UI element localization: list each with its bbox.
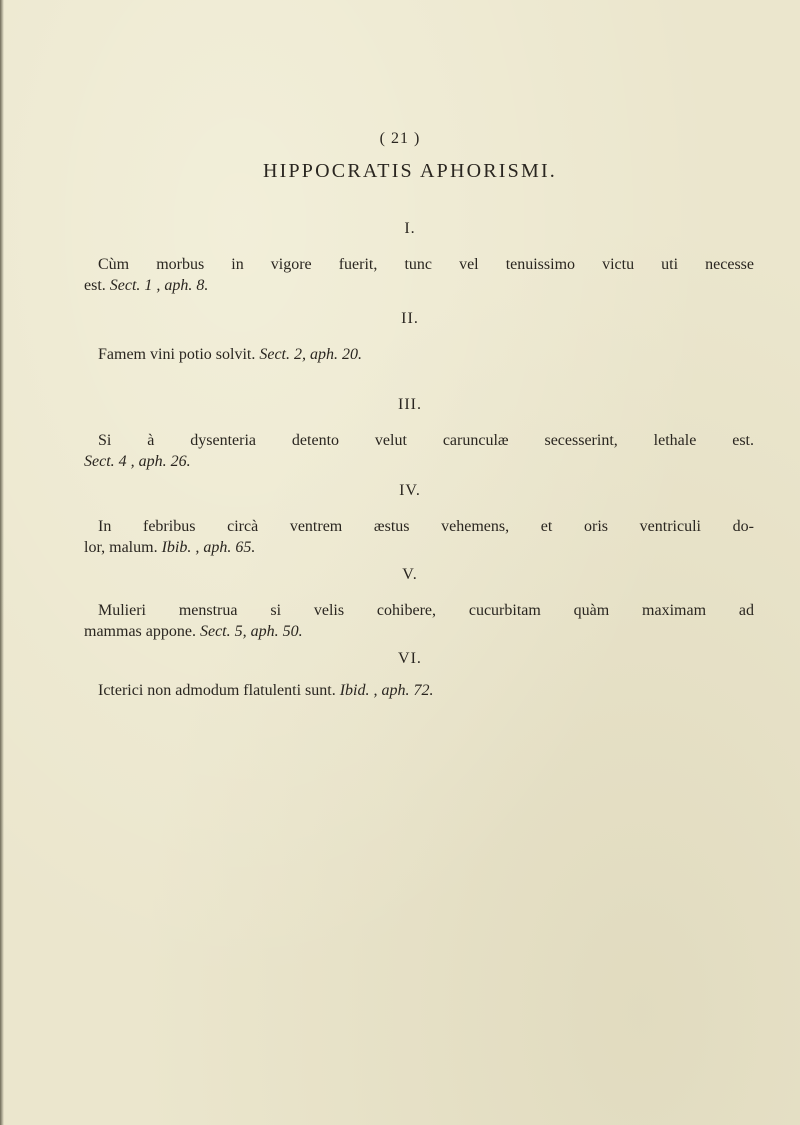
aphorism-numeral: I. [404,220,416,237]
aphorism-reference: Sect. 1 , aph. 8. [109,277,209,294]
aphorism-line: In febribus circà ventrem æstus vehemens, et oris ventriculi do- [98,518,754,535]
aphorism-reference: Ibid. , aph. 72. [339,682,434,699]
aphorism-reference: Sect. 5, aph. 50. [199,623,303,640]
aphorism-text-fragment: Icterici non admodum flatulenti sunt. [98,682,336,699]
aphorism-numeral: IV. [399,482,421,499]
aphorism-text [84,516,754,558]
aphorism-text [84,430,754,472]
page-number: ( 21 ) [379,130,421,147]
aphorism-text-fragment: Famem vini potio solvit. [98,346,256,363]
aphorism-text [84,600,754,642]
aphorism-numeral: VI. [398,650,422,667]
aphorism-reference: Sect. 2, aph. 20. [259,346,362,363]
aphorism-text [84,344,754,365]
aphorism-text-fragment: lor, malum. [84,539,158,556]
aphorism-line [84,621,754,642]
aphorism-reference: Sect. 4 , aph. 26. [84,453,191,470]
aphorism-reference: Ibib. , aph. 65. [161,539,256,556]
aphorism-text [84,254,754,296]
running-title: HIPPOCRATIS APHORISMI. [262,160,557,182]
aphorism-line: Si à dysenteria detento velut carunculæ secesserint, lethale est. [98,432,754,449]
aphorism-numeral: II. [401,310,419,327]
aphorism-line: Mulieri menstrua si velis cohibere, cucurbitam quàm maximam ad [98,602,754,619]
aphorism-numeral: V. [402,566,418,583]
aphorism-line [84,680,754,701]
aphorism-line [84,344,754,365]
aphorism-numeral: III. [398,396,422,413]
aphorism-text-fragment: est. [84,277,106,294]
aphorism-text-fragment: mammas appone. [84,623,196,640]
aphorism-line: Cùm morbus in vigore fuerit, tunc vel tenuissimo victu uti necesse [98,256,754,273]
aphorism-line [84,537,754,558]
aphorism-line [84,275,754,296]
aphorism-text [84,680,754,701]
